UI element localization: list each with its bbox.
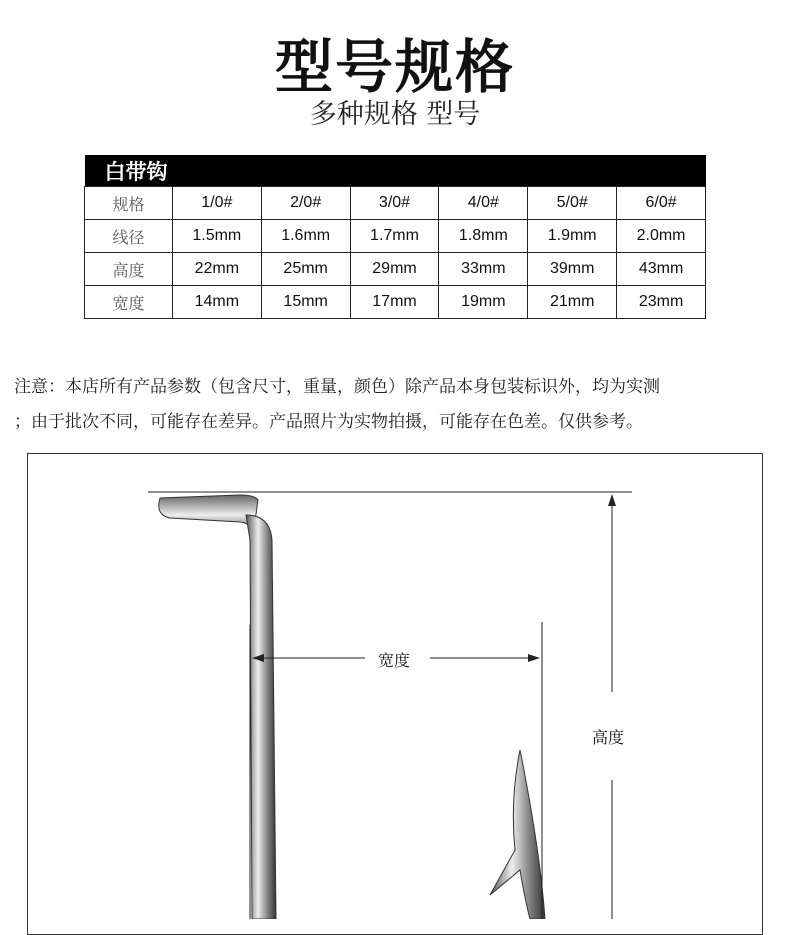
- page-title: 型号规格: [274, 33, 515, 101]
- table-cell: 29mm: [350, 253, 439, 286]
- table-cell: 25mm: [261, 253, 350, 286]
- hook-point: [490, 750, 545, 919]
- table-cell: 3/0#: [350, 187, 439, 220]
- row-label: 高度: [85, 253, 173, 286]
- row-label: 宽度: [85, 286, 173, 319]
- table-cell: 1.6mm: [261, 220, 350, 253]
- width-label: 宽度: [374, 648, 414, 671]
- table-cell: 2/0#: [261, 187, 350, 220]
- note-line-2: ；由于批次不同，可能存在差异。产品照片为实物拍摄，可能存在色差。仅供参考。: [14, 412, 643, 432]
- hook-eye: [159, 495, 258, 535]
- note-line-1: 注意：本店所有产品参数（包含尺寸，重量，颜色）除产品本身包装标识外，均为实测: [14, 377, 660, 397]
- table-cell: 33mm: [439, 253, 528, 286]
- table-cell: 5/0#: [528, 187, 617, 220]
- table-cell: 2.0mm: [617, 220, 706, 253]
- row-label: 规格: [85, 187, 173, 220]
- table-cell: 15mm: [261, 286, 350, 319]
- table-cell: 17mm: [350, 286, 439, 319]
- page-subtitle: 多种规格 型号: [309, 99, 481, 130]
- table-cell: 43mm: [617, 253, 706, 286]
- row-label: 线径: [85, 220, 173, 253]
- table-caption: 白带钩: [85, 155, 706, 187]
- height-label: 高度: [588, 725, 628, 748]
- table-cell: 23mm: [617, 286, 706, 319]
- table-cell: 1.8mm: [439, 220, 528, 253]
- table-cell: 21mm: [528, 286, 617, 319]
- table-cell: 19mm: [439, 286, 528, 319]
- table-cell: 14mm: [172, 286, 261, 319]
- table-cell: 4/0#: [439, 187, 528, 220]
- table-cell: 39mm: [528, 253, 617, 286]
- table-cell: 1.5mm: [172, 220, 261, 253]
- table-cell: 1.9mm: [528, 220, 617, 253]
- table-cell: 6/0#: [617, 187, 706, 220]
- table-cell: 1.7mm: [350, 220, 439, 253]
- table-cell: 22mm: [172, 253, 261, 286]
- table-cell: 1/0#: [172, 187, 261, 220]
